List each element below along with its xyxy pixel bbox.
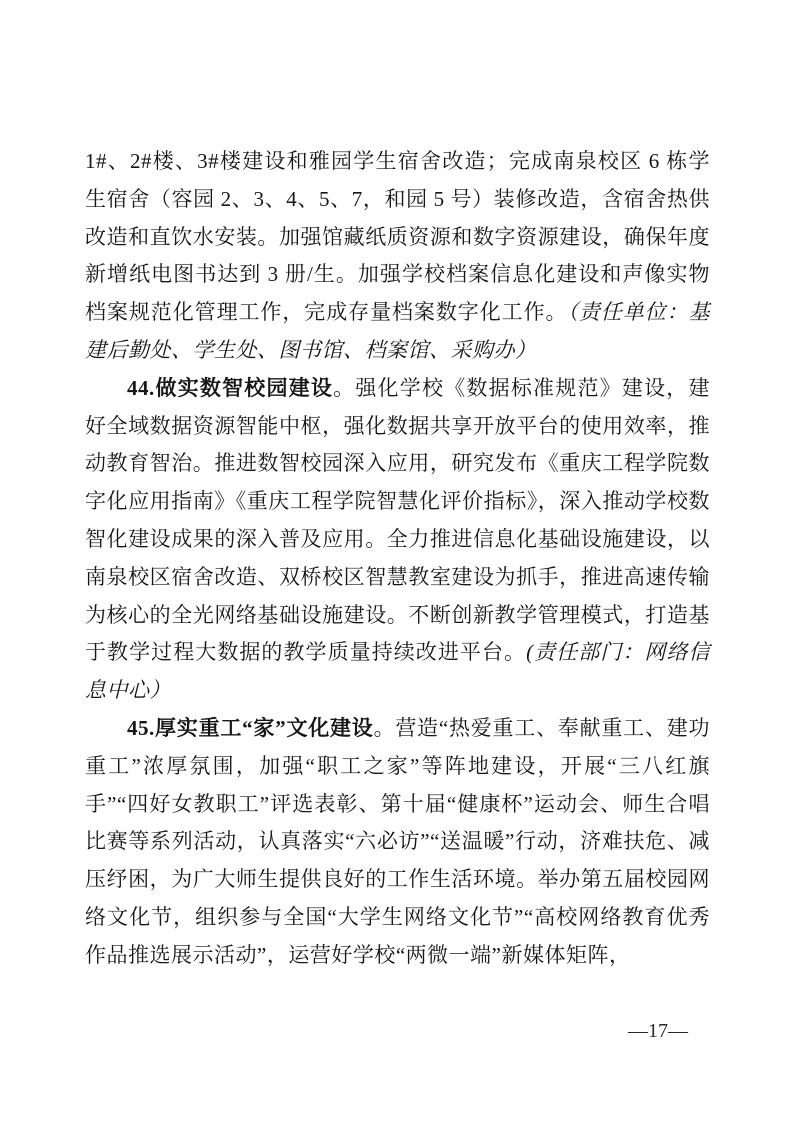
paragraph-44-responsibility-unit: (责任部门：网络信息中心）	[85, 640, 710, 703]
paragraph-43-body: 1#、2#楼、3#楼建设和雅园学生宿舍改造；完成南泉校区 6 栋学生宿舍（容园 2、3、4、5、7，和园 5 号）装修改造，含宿舍热供改造和直饮水安装。加强馆藏纸质资源和数字资源建设，确保年度新增纸电图书达到 3 册/生。加强学校档案信息化建设和声像实物档案规范化管理工作，完成存量档案数字化工作。	[85, 149, 710, 325]
paragraph-43-responsibility-unit: （责任单位：基建后勤处、学生处、图书馆、档案馆、采购办）	[85, 300, 711, 362]
paragraph-45-body: 。营造“热爱重工、奉献重工、建功重工”浓厚氛围，加强“职工之家”等阵地建设，开展“三八红旗手”“四好女教职工”评选表彰、第十届“健康杯”运动会、师生合唱比赛等系列活动，认真落实“六必访”“送温暖”行动，济难扶危、减压纾困，为广大师生提供良好的工作生活环境。举办第五届校园网络文化节，组织参与全国“大学生网络文化节”“高校网络教育优秀作品推选展示活动”，运营好学校“两微一端”新媒体矩阵，	[85, 715, 711, 967]
paragraph-45-heading: 45.厚实重工“家”文化建设	[127, 715, 374, 740]
page-number: —17—	[628, 1020, 688, 1042]
paragraph-44-body: 。强化学校《数据标准规范》建设，建好全域数据资源智能中枢，强化数据共享开放平台的使用效率，推动教育智治。推进数智校园深入应用，研究发布《重庆工程学院数字化应用指南》《重庆工程学院智慧化评价指标》，深入推动学校数智化建设成果的深入普及应用。全力推进信息化基础设施建设，以南泉校区宿舍改造、双桥校区智慧教室建设为抓手，推进高速传输为核心的全光网络基础设施建设。不断创新教学管理模式，打造基于教学过程大数据的教学质量持续改进平台。	[85, 375, 710, 665]
paragraph-45	[85, 710, 710, 975]
paragraph-44-heading: 44.做实数智校园建设	[127, 375, 334, 400]
paragraph-44	[85, 370, 710, 710]
page-body-text	[85, 143, 710, 975]
paragraph-43-continuation	[85, 143, 710, 370]
